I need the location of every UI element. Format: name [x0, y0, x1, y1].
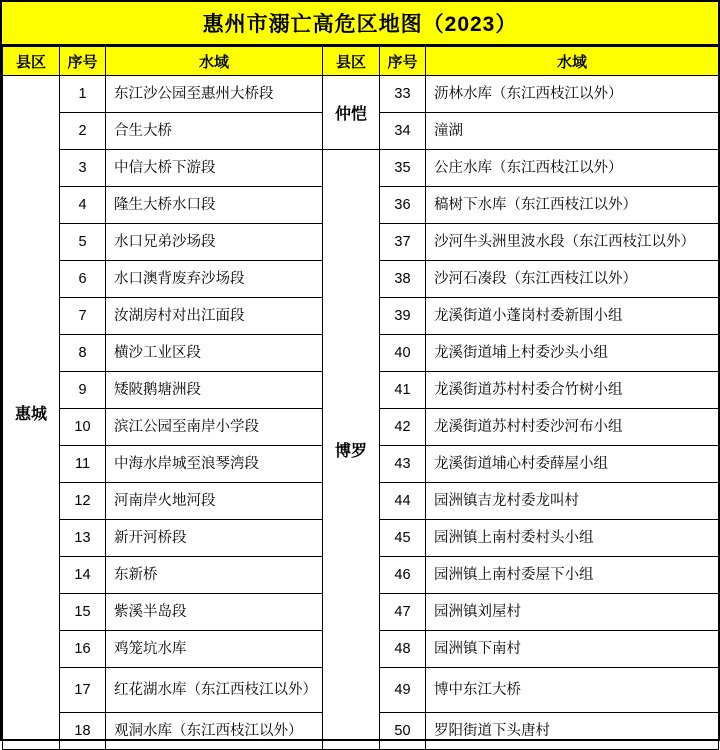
index-cell: 9 [60, 372, 106, 409]
water-cell: 稿树下水库（东江西枝江以外） [426, 187, 719, 224]
water-cell: 博中东江大桥 [426, 668, 719, 713]
water-cell: 紫溪半岛段 [106, 594, 323, 631]
index-cell: 47 [380, 594, 426, 631]
index-cell: 42 [380, 409, 426, 446]
index-cell: 5 [60, 224, 106, 261]
water-cell: 鸡笼坑水库 [106, 631, 323, 668]
water-cell: 龙溪街道苏村村委合竹树小组 [426, 372, 719, 409]
water-cell: 水口兄弟沙场段 [106, 224, 323, 261]
index-cell: 48 [380, 631, 426, 668]
water-cell: 水口澳背废弃沙场段 [106, 261, 323, 298]
table-row [3, 76, 719, 113]
index-cell: 14 [60, 557, 106, 594]
index-cell: 15 [60, 594, 106, 631]
water-cell: 龙溪街道苏村村委沙河布小组 [426, 409, 719, 446]
water-cell: 东江沙公园至惠州大桥段 [106, 76, 323, 113]
table-header-row [3, 47, 719, 76]
index-cell: 7 [60, 298, 106, 335]
index-cell: 1 [60, 76, 106, 113]
water-cell: 东新桥 [106, 557, 323, 594]
document-title-bar [2, 2, 718, 46]
index-cell: 8 [60, 335, 106, 372]
index-cell: 34 [380, 113, 426, 150]
index-cell: 4 [60, 187, 106, 224]
water-cell: 沙河牛头洲里波水段（东江西枝江以外） [426, 224, 719, 261]
index-cell: 46 [380, 557, 426, 594]
index-cell: 49 [380, 668, 426, 713]
region-cell-boluo: 博罗 [323, 150, 380, 750]
high-risk-drowning-table [2, 46, 719, 750]
column-header-region-right: 县区 [323, 47, 380, 76]
water-cell: 中信大桥下游段 [106, 150, 323, 187]
index-cell: 41 [380, 372, 426, 409]
table-header [3, 47, 719, 76]
index-cell: 50 [380, 713, 426, 750]
index-cell: 35 [380, 150, 426, 187]
column-header-water-right: 水域 [426, 47, 719, 76]
water-cell: 园洲镇下南村 [426, 631, 719, 668]
index-cell: 43 [380, 446, 426, 483]
index-cell: 45 [380, 520, 426, 557]
water-cell: 观洞水库（东江西枝江以外） [106, 713, 323, 750]
region-cell-zhongkai: 仲恺 [323, 76, 380, 150]
index-cell: 36 [380, 187, 426, 224]
index-cell: 2 [60, 113, 106, 150]
water-cell: 隆生大桥水口段 [106, 187, 323, 224]
water-cell: 滨江公园至南岸小学段 [106, 409, 323, 446]
index-cell: 10 [60, 409, 106, 446]
water-cell: 潼湖 [426, 113, 719, 150]
water-cell: 罗阳街道下头唐村 [426, 713, 719, 750]
water-cell: 龙溪街道埔心村委薛屋小组 [426, 446, 719, 483]
water-cell: 沙河石凑段（东江西枝江以外） [426, 261, 719, 298]
index-cell: 17 [60, 668, 106, 713]
water-cell: 园洲镇上南村委村头小组 [426, 520, 719, 557]
water-cell: 河南岸火地河段 [106, 483, 323, 520]
index-cell: 12 [60, 483, 106, 520]
water-cell: 合生大桥 [106, 113, 323, 150]
region-cell-huicheng: 惠城 [3, 76, 60, 750]
water-cell: 汝湖房村对出江面段 [106, 298, 323, 335]
index-cell: 37 [380, 224, 426, 261]
index-cell: 18 [60, 713, 106, 750]
index-cell: 3 [60, 150, 106, 187]
water-cell: 龙溪街道埔上村委沙头小组 [426, 335, 719, 372]
water-cell: 横沙工业区段 [106, 335, 323, 372]
page-title: 惠州市溺亡高危区地图（2023） [202, 13, 518, 36]
water-cell: 矮陂鹅塘洲段 [106, 372, 323, 409]
table-body [3, 76, 719, 750]
water-cell: 中海水岸城至浪琴湾段 [106, 446, 323, 483]
index-cell: 6 [60, 261, 106, 298]
index-cell: 44 [380, 483, 426, 520]
water-cell: 园洲镇刘屋村 [426, 594, 719, 631]
index-cell: 16 [60, 631, 106, 668]
index-cell: 40 [380, 335, 426, 372]
column-header-index-right: 序号 [380, 47, 426, 76]
index-cell: 33 [380, 76, 426, 113]
water-cell: 公庄水库（东江西枝江以外） [426, 150, 719, 187]
column-header-index-left: 序号 [60, 47, 106, 76]
water-cell: 新开河桥段 [106, 520, 323, 557]
index-cell: 11 [60, 446, 106, 483]
column-header-region-left: 县区 [3, 47, 60, 76]
table-row [3, 150, 719, 187]
water-cell: 龙溪街道小蓬岗村委新围小组 [426, 298, 719, 335]
water-cell: 红花湖水库（东江西枝江以外） [106, 668, 323, 713]
index-cell: 38 [380, 261, 426, 298]
index-cell: 13 [60, 520, 106, 557]
water-cell: 沥林水库（东江西枝江以外） [426, 76, 719, 113]
water-cell: 园洲镇上南村委屋下小组 [426, 557, 719, 594]
index-cell: 39 [380, 298, 426, 335]
water-cell: 园洲镇吉龙村委龙叫村 [426, 483, 719, 520]
column-header-water-left: 水域 [106, 47, 323, 76]
